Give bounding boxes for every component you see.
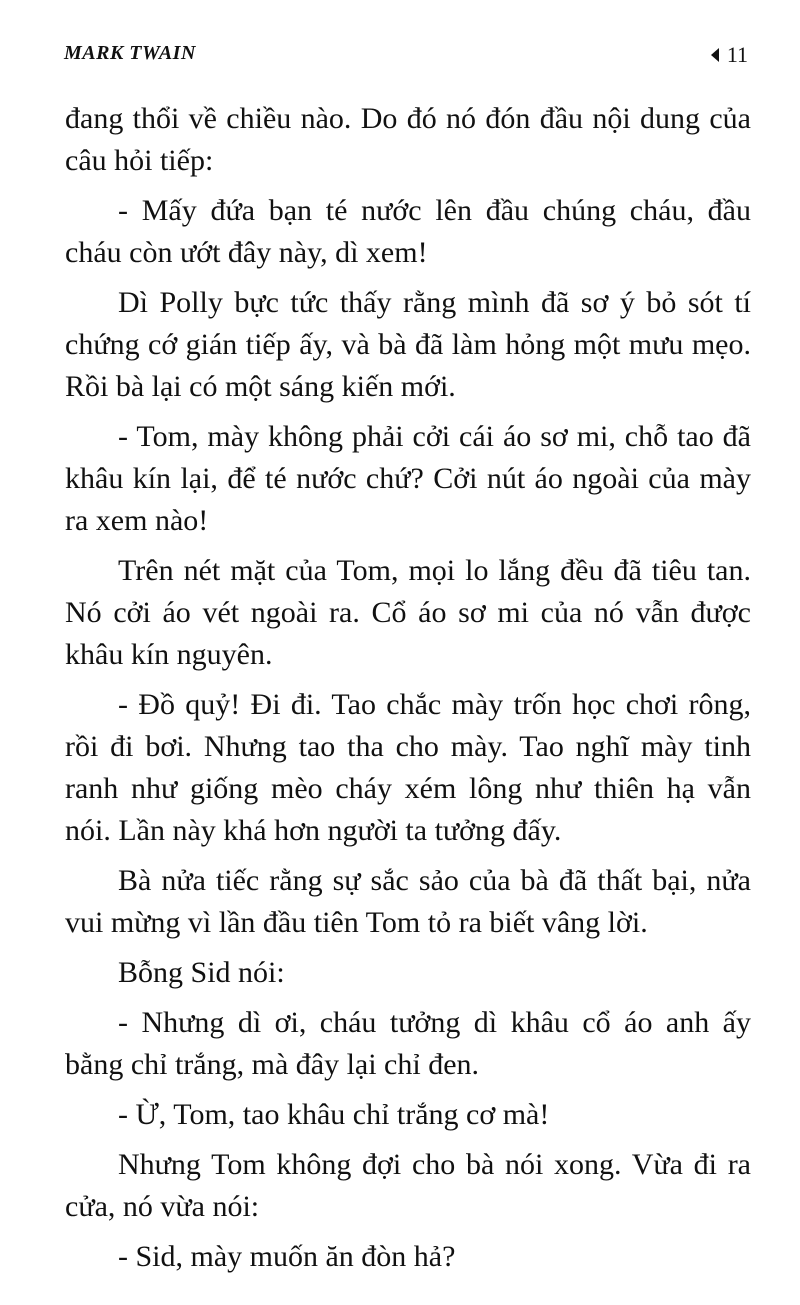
body-text <box>65 98 751 1286</box>
running-head-author: MARK TWAIN <box>64 42 196 64</box>
paragraph: Bỗng Sid nói: <box>118 956 285 989</box>
paragraph: - Nhưng dì ơi, cháu tưởng dì khâu cổ áo anh ấy bằng chỉ trắng, mà đây lại chỉ đen. <box>65 1006 751 1081</box>
paragraph: - Sid, mày muốn ăn đòn hả? <box>118 1240 456 1273</box>
paragraph: Trên nét mặt của Tom, mọi lo lắng đều đã tiêu tan. Nó cởi áo vét ngoài ra. Cổ áo sơ mi của nó vẫn được khâu kín nguyên. <box>65 554 751 671</box>
page-number-group <box>711 42 748 68</box>
page-number: 11 <box>726 42 748 67</box>
paragraph: - Ừ, Tom, tao khâu chỉ trắng cơ mà! <box>118 1098 550 1131</box>
page-header <box>64 40 748 70</box>
paragraph: - Đồ quỷ! Đi đi. Tao chắc mày trốn học chơi rông, rồi đi bơi. Nhưng tao tha cho mày. Tao nghĩ mày tinh ranh như giống mèo cháy xém lông như thiên hạ vẫn nói. Lần này khá hơn người ta tưởng đấy. <box>65 688 751 847</box>
left-triangle-icon <box>711 48 719 62</box>
paragraph: Bà nửa tiếc rằng sự sắc sảo của bà đã thất bại, nửa vui mừng vì lần đầu tiên Tom tỏ ra biết vâng lời. <box>65 864 751 939</box>
paragraph: - Mấy đứa bạn té nước lên đầu chúng cháu, đầu cháu còn ướt đây này, dì xem! <box>65 194 751 269</box>
paragraph: - Tom, mày không phải cởi cái áo sơ mi, chỗ tao đã khâu kín lại, để té nước chứ? Cởi nút áo ngoài của mày ra xem nào! <box>65 420 751 537</box>
paragraph: Dì Polly bực tức thấy rằng mình đã sơ ý bỏ sót tí chứng cớ gián tiếp ấy, và bà đã làm hỏng một mưu mẹo. Rồi bà lại có một sáng kiến mới. <box>65 286 751 403</box>
paragraph: Nhưng Tom không đợi cho bà nói xong. Vừa đi ra cửa, nó vừa nói: <box>65 1148 751 1223</box>
paragraph: đang thổi về chiều nào. Do đó nó đón đầu nội dung của câu hỏi tiếp: <box>65 102 751 177</box>
